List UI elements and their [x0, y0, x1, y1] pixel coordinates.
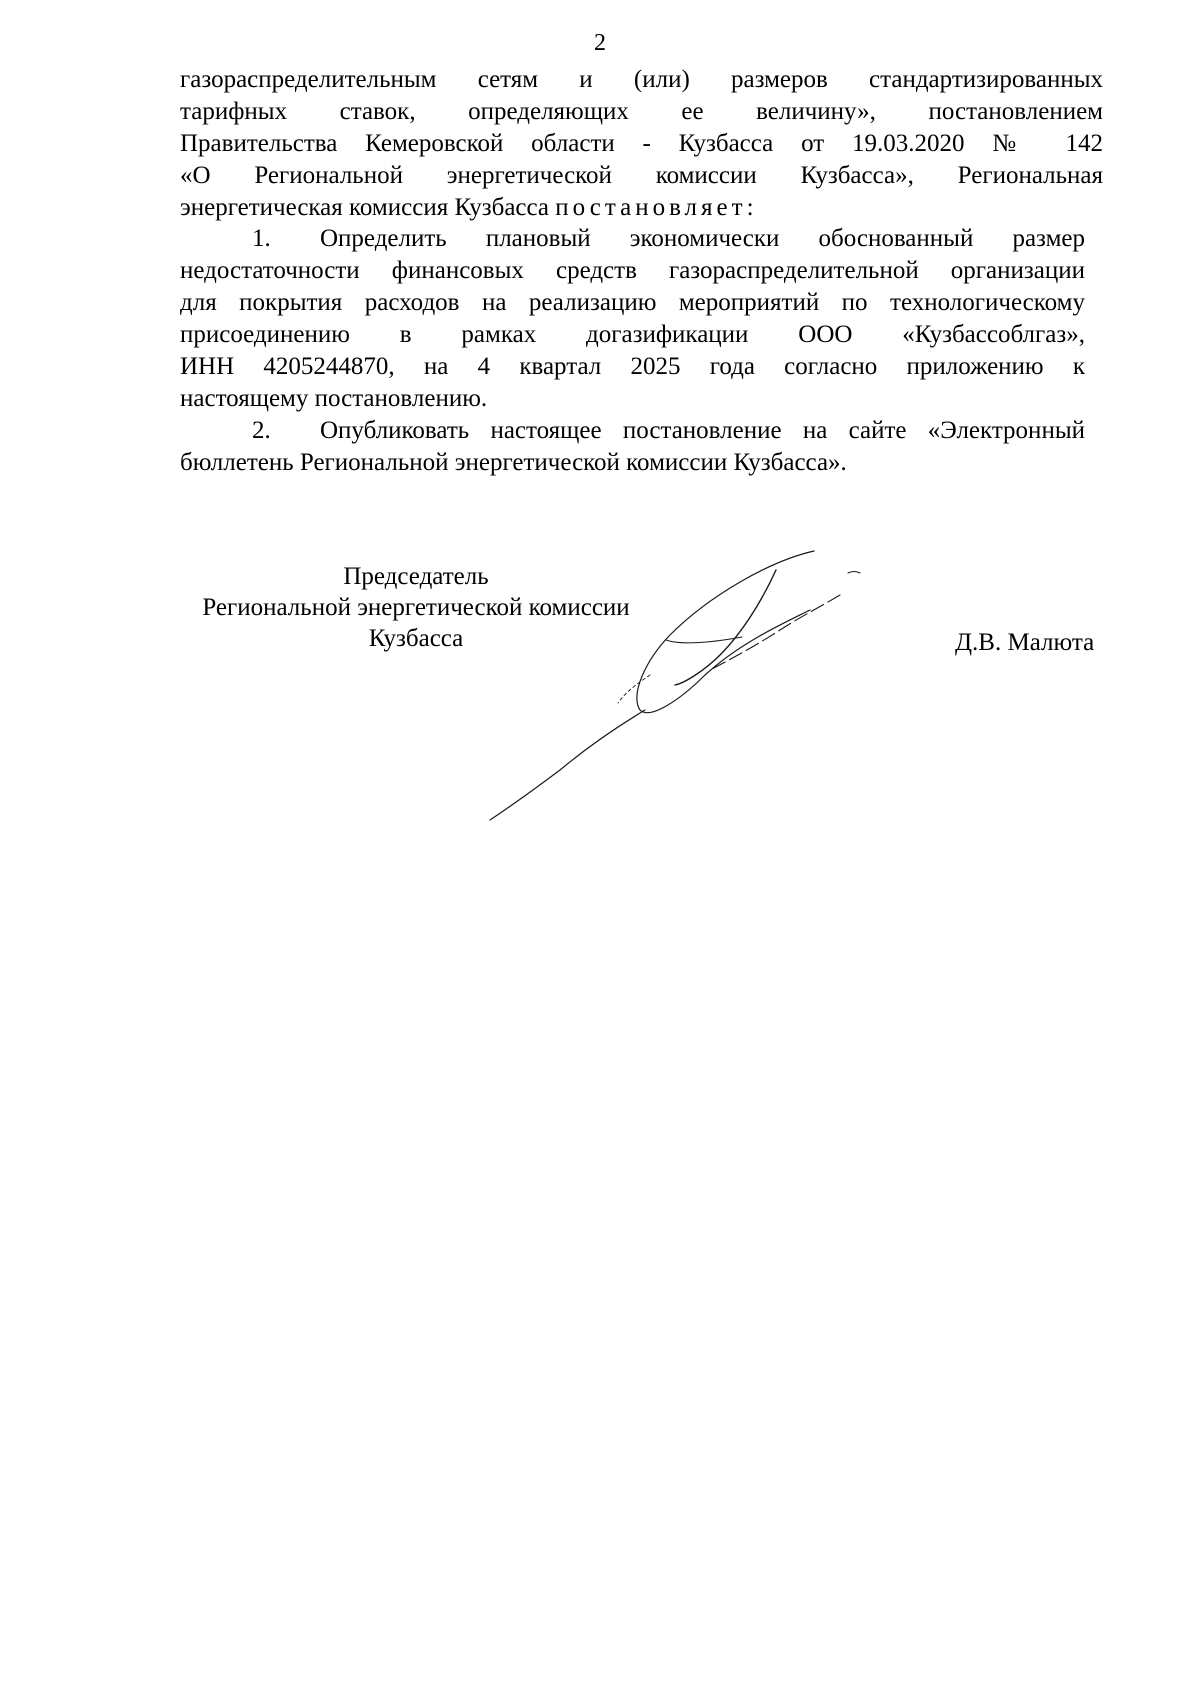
intro-paragraph — [180, 64, 1103, 224]
text-line: тарифных ставок, определяющих ее величину», постановлением — [180, 98, 1103, 125]
item-number: 2. — [252, 417, 271, 444]
item-first-line — [180, 223, 1085, 255]
text-line: присоединению в рамках догазификации ООО «Кузбассоблгаз», — [180, 321, 1085, 348]
text-line: «О Региональной энергетической комиссии Кузбасса», Региональная — [180, 162, 1103, 189]
signatory-name: Д.В. Малюта — [955, 629, 1095, 656]
text-line: бюллетень Региональной энергетической комиссии Кузбасса». — [180, 449, 847, 476]
text-fragment: : — [746, 194, 754, 221]
text-line: ИНН 4205244870, на 4 квартал 2025 года согласно приложению к — [180, 353, 1085, 380]
text-line: Определить плановый экономически обоснованный размер — [320, 225, 1085, 252]
signatory-region: Кузбасса — [368, 625, 464, 652]
item-first-line — [180, 415, 1085, 447]
text-line: настоящему постановлению. — [180, 385, 488, 412]
text-line — [180, 192, 1103, 224]
text-line: Правительства Кемеровской области - Кузбасса от 19.03.2020 № 142 — [180, 130, 1103, 157]
text-fragment: энергетическая комиссия Кузбасса — [180, 194, 556, 221]
text-line: недостаточности финансовых средств газораспределительной организации — [180, 257, 1085, 284]
handwritten-signature — [480, 535, 960, 835]
item-1-paragraph — [180, 223, 1085, 415]
text-line: газораспределительным сетям и (или) размеров стандартизированных — [180, 66, 1103, 93]
signatory-organization: Региональной энергетической комиссии — [202, 594, 630, 621]
page-number: 2 — [594, 30, 606, 56]
resolution-keyword: постановляет — [555, 194, 747, 221]
text-line: для покрытия расходов на реализацию мероприятий по технологическому — [180, 289, 1085, 316]
item-2-paragraph — [180, 415, 1085, 479]
signatory-position: Председатель — [343, 563, 489, 590]
item-number: 1. — [252, 225, 271, 252]
text-line: Опубликовать настоящее постановление на сайте «Электронный — [320, 417, 1085, 444]
